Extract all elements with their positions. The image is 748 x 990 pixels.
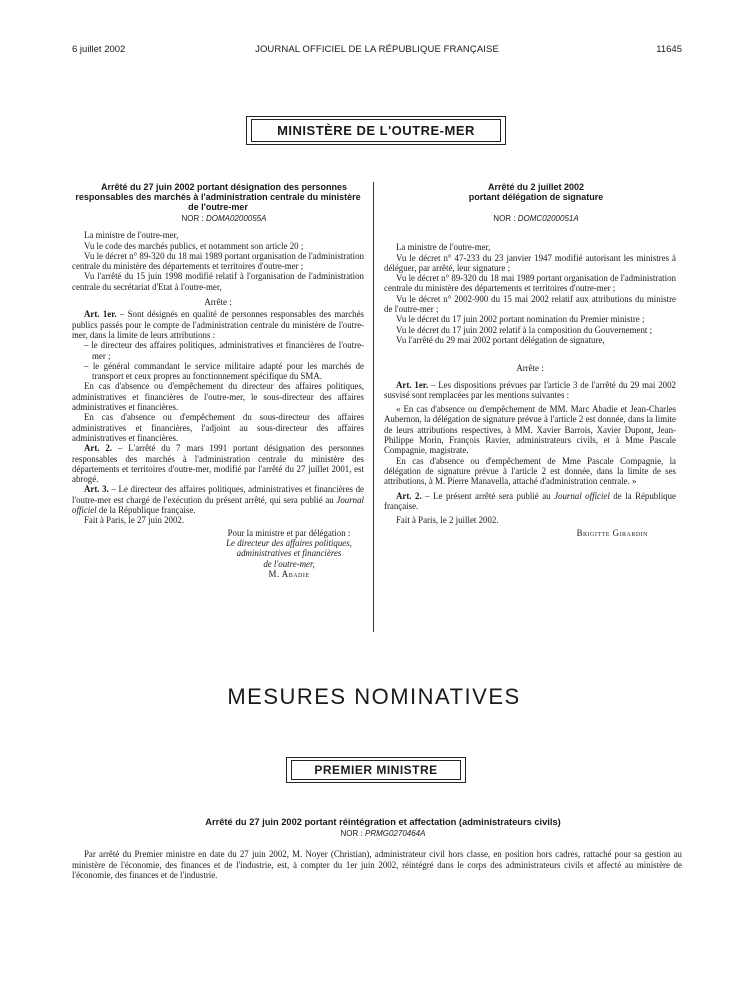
left-para-1: Vu le code des marchés publics, et notamment son article 20 ;	[84, 240, 304, 251]
right-art1	[384, 380, 676, 401]
left-art1-text: – Sont désignés en qualité de personnes responsables des marchés publics passés pour le compte de l'administration centrale du ministère de l'outre-mer, dans la limite de leurs attributions :	[72, 309, 364, 340]
right-art1-label: Art. 1er.	[396, 379, 429, 390]
right-arrete-title-2: portant délégation de signature	[468, 192, 604, 202]
left-item-0: – le directeur des affaires politiques, administratives et financières de l'outre-mer ;	[84, 340, 364, 361]
left-signature-block	[202, 528, 364, 579]
left-arrete-title: Arrêté du 27 juin 2002 portant désignation des personnes responsables des marchés à l'administration centrale du ministère de l'outre-mer	[75, 182, 361, 212]
right-art2	[384, 491, 676, 512]
section-title: MESURES NOMINATIVES	[227, 684, 521, 709]
right-nor-label: NOR :	[493, 214, 516, 223]
right-arrete-title-1: Arrêté du 2 juillet 2002	[487, 182, 585, 192]
right-para-6: Vu l'arrêté du 29 mai 2002 portant délégation de signature,	[396, 334, 605, 345]
premier-title: PREMIER MINISTRE	[291, 760, 461, 780]
left-sig-name: M. Abadie	[268, 568, 310, 579]
right-para-1: Vu le décret n° 47-233 du 23 janvier 1947 modifié autorisant les ministres à déléguer, par arrêté, leur signature ;	[384, 252, 676, 273]
left-nor-label: NOR :	[181, 214, 204, 223]
journal-title: JOURNAL OFFICIEL DE LA RÉPUBLIQUE FRANÇAISE	[255, 44, 499, 55]
header-date: 6 juillet 2002	[72, 44, 126, 55]
right-nor	[384, 214, 676, 224]
right-para-5: Vu le décret du 17 juin 2002 relatif à la composition du Gouvernement ;	[396, 324, 653, 335]
left-art2	[72, 443, 364, 484]
left-item-1: – le général commandant le service militaire adapté pour les marchés de transport et ceux propres au fonctionnement spécifique du SMA.	[84, 360, 364, 382]
page-number: 11645	[656, 44, 682, 55]
column-divider	[373, 182, 374, 632]
left-art3-text-a: – Le directeur des affaires politiques, administratives et financières de l'outre-mer est chargé de l'exécution du présent arrêté, qui sera publié au	[72, 484, 364, 505]
page-header	[72, 44, 682, 58]
left-arrete: Arrête :	[204, 297, 232, 308]
bottom-nor	[72, 829, 682, 839]
left-done: Fait à Paris, le 27 juin 2002.	[84, 515, 185, 526]
left-art2-label: Art. 2.	[84, 443, 113, 454]
left-art3-text-b: de la République française.	[96, 505, 196, 516]
left-sig-line-2: administratives et financières	[236, 548, 342, 559]
left-para2-1: En cas d'absence ou d'empêchement du sous-directeur des affaires administratives et financières, l'adjoint au sous-directeur des affaires administratives et financières.	[72, 412, 364, 443]
right-sig-name: Brigitte Girardin	[576, 528, 648, 539]
right-para-0: La ministre de l'outre-mer,	[396, 242, 491, 253]
left-sig-line-3: de l'outre-mer,	[263, 558, 315, 569]
premier-title-box	[286, 757, 466, 783]
ministry-title: MINISTÈRE DE L'OUTRE-MER	[251, 119, 501, 142]
bottom-text: Par arrêté du Premier ministre en date du 27 juin 2002, M. Noyer (Christian), administrateur civil hors classe, en position hors cadres, rattaché pour sa gestion au ministère de l'économie, des finances et de l'industrie, est, à compter du 1er juin 2002, réintégré dans le corps des administrateurs civils et affecté au ministère de l'économie, des finances et de l'industrie.	[72, 849, 682, 880]
left-sig-line-0: Pour la ministre et par délégation :	[227, 527, 351, 538]
ministry-title-box	[246, 116, 506, 145]
right-para-4: Vu le décret du 17 juin 2002 portant nomination du Premier ministre ;	[396, 314, 645, 325]
left-nor	[72, 214, 364, 224]
left-art3-italic: Journal officiel	[72, 494, 364, 516]
bottom-arrete	[72, 817, 682, 880]
bottom-arrete-title: Arrêté du 27 juin 2002 portant réintégration et affectation (administrateurs civils)	[205, 817, 561, 827]
left-nor-code: DOMA0200055A	[205, 214, 267, 223]
left-art3	[72, 484, 364, 515]
left-art2-text: – L'arrêté du 7 mars 1991 portant désignation des personnes responsables des marchés à l'administration centrale du ministère des départements et territoires d'outre-mer, modifié par l'arrêté du 27 juillet 2001, est abrogé.	[72, 443, 364, 485]
right-quote-0: « En cas d'absence ou d'empêchement de MM. Marc Abadie et Jean-Charles Aubernon, la délégation de signature prévue à l'article 2 est donnée, dans la limite de leurs attributions respectives, à MM. Xavier Barrois, Xavier Dupont, Jean-Philippe Morin, François Ravier, administrateurs civils, et à Mme Pascale Compagnie, magistrate.	[384, 404, 676, 456]
left-para2-0: En cas d'absence ou d'empêchement du directeur des affaires politiques, administratives et financières de l'outre-mer, le sous-directeur des affaires administratives et financières.	[72, 381, 364, 413]
left-column	[72, 182, 364, 579]
right-para-2: Vu le décret n° 89-320 du 18 mai 1989 portant organisation de l'administration centrale du ministère des départements et territoires d'outre-mer ;	[384, 273, 676, 294]
right-para-3: Vu le décret n° 2002-900 du 15 mai 2002 relatif aux attributions du ministre de l'outre-mer ;	[384, 293, 676, 315]
left-art1	[72, 309, 364, 340]
right-arrete: Arrête :	[516, 363, 544, 374]
right-done: Fait à Paris, le 2 juillet 2002.	[396, 515, 499, 526]
right-nor-code: DOMC0200051A	[517, 214, 579, 223]
right-art2-text-a: – Le présent arrêté sera publié au	[421, 490, 555, 501]
right-art2-text-b: de la République française.	[384, 490, 676, 511]
right-art2-italic: Journal officiel	[554, 490, 610, 501]
left-para-0: La ministre de l'outre-mer,	[84, 230, 179, 241]
left-para-2: Vu le décret n° 89-320 du 18 mai 1989 portant organisation de l'administration centrale du ministère des départements et territoires d'outre-mer ;	[72, 250, 364, 272]
bottom-nor-code: PRMG0270464A	[364, 829, 426, 838]
right-art2-label: Art. 2.	[396, 490, 422, 501]
right-quote-1: En cas d'absence ou d'empêchement de Mme Pascale Compagnie, la délégation de signature prévue à l'article 2 est donnée, dans la limite de ses attributions, à M. Pierre Manavella, attaché d'administration centrale. »	[384, 455, 676, 487]
left-sig-line-1: Le directeur des affaires politiques,	[226, 537, 352, 548]
left-para-3: Vu l'arrêté du 15 juin 1998 modifié relatif à l'organisation de l'administration centrale du secrétariat d'Etat à l'outre-mer,	[72, 271, 364, 292]
bottom-nor-label: NOR :	[340, 829, 363, 838]
left-art3-label: Art. 3.	[84, 484, 109, 495]
right-art1-text: – Les dispositions prévues par l'article 3 de l'arrêté du 29 mai 2002 susvisé sont remplacées par les mentions suivantes :	[384, 379, 676, 400]
right-column	[384, 182, 676, 539]
left-art1-label: Art. 1er.	[84, 309, 117, 320]
